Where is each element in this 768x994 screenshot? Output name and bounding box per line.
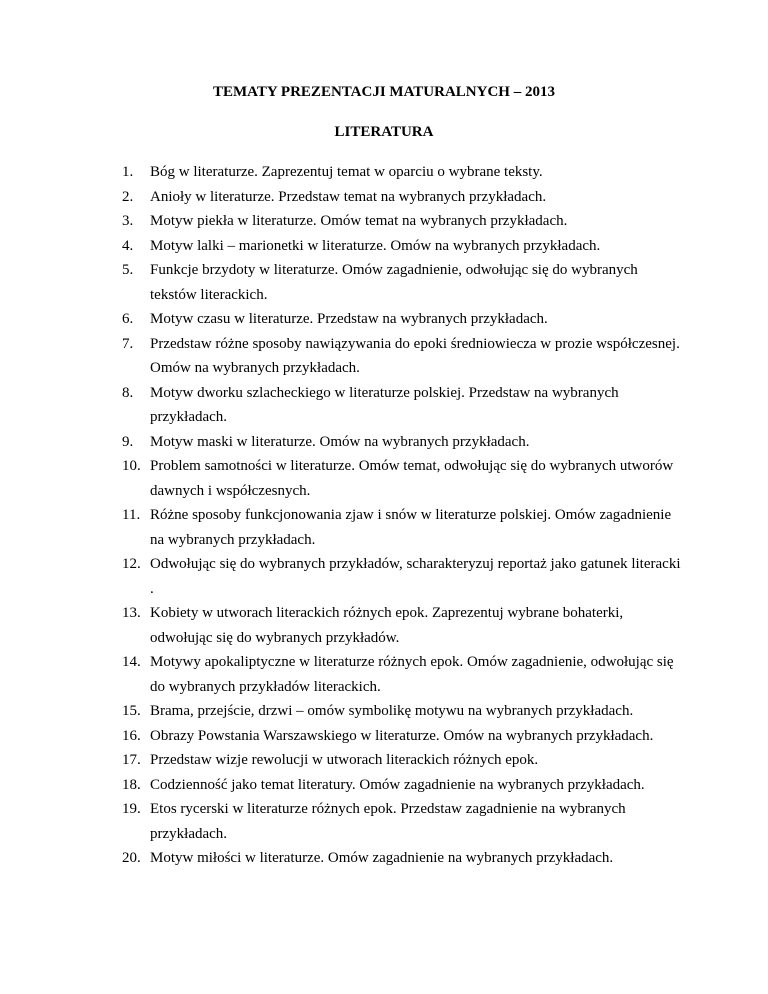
topic-number: 19.: [122, 801, 141, 817]
topic-item: [122, 160, 682, 185]
topic-item: [122, 552, 682, 601]
topic-number: 2.: [122, 188, 134, 205]
topic-text: Przedstaw wizje rewolucji w utworach literackich różnych epok.: [150, 752, 539, 768]
topic-item: [122, 454, 682, 503]
topic-number: 3.: [122, 213, 134, 229]
topic-item: [122, 797, 682, 846]
topic-item: [122, 748, 682, 773]
topic-number: 10.: [122, 458, 141, 474]
topic-item: [122, 650, 682, 699]
topic-number: 18.: [122, 776, 141, 793]
topic-item: [122, 234, 682, 259]
topic-text: Kobiety w utworach literackich różnych epok. Zaprezentuj wybrane bohaterki, odwołując się do wybranych przykładów.: [150, 605, 624, 646]
topic-item: [122, 503, 682, 552]
topic-item: [122, 185, 682, 210]
topic-text: Motyw miłości w literaturze. Omów zagadnienie na wybranych przykładach.: [150, 850, 614, 866]
topic-text: Motyw maski w literaturze. Omów na wybranych przykładach.: [150, 433, 530, 450]
topic-text: Motyw dworku szlacheckiego w literaturze polskiej. Przedstaw na wybranych przykładach.: [150, 384, 619, 425]
topic-number: 9.: [122, 433, 134, 450]
topic-text: Etos rycerski w literaturze różnych epok. Przedstaw zagadnienie na wybranych przykładach.: [150, 801, 626, 842]
topic-text: Anioły w literaturze. Przedstaw temat na wybranych przykładach.: [150, 188, 547, 205]
topic-number: 20.: [122, 850, 141, 866]
topic-text: Motywy apokaliptyczne w literaturze różnych epok. Omów zagadnienie, odwołując się do wybranych przykładów literackich.: [150, 654, 674, 695]
topic-number: 5.: [122, 262, 134, 278]
topic-number: 11.: [122, 507, 141, 523]
topic-number: 6.: [122, 311, 134, 327]
topic-list: [122, 160, 682, 871]
topic-text: Codzienność jako temat literatury. Omów zagadnienie na wybranych przykładach.: [150, 776, 645, 793]
topic-item: [122, 846, 682, 871]
topic-item: [122, 332, 682, 381]
topic-item: [122, 773, 682, 798]
topic-item: [122, 699, 682, 724]
topic-number: 1.: [122, 164, 134, 180]
topic-number: 13.: [122, 605, 141, 621]
topic-number: 15.: [122, 703, 141, 719]
topic-item: [122, 430, 682, 455]
section-title: LITERATURA: [334, 124, 434, 140]
topic-item: [122, 307, 682, 332]
topic-text: Brama, przejście, drzwi – omów symbolikę motywu na wybranych przykładach.: [150, 703, 634, 719]
topic-text: Motyw czasu w literaturze. Przedstaw na wybranych przykładach.: [150, 311, 548, 327]
topic-item: [122, 601, 682, 650]
topic-number: 14.: [122, 654, 141, 670]
topic-text: Obrazy Powstania Warszawskiego w literaturze. Omów na wybranych przykładach.: [150, 727, 654, 744]
topic-item: [122, 381, 682, 430]
topic-number: 17.: [122, 752, 141, 768]
topic-number: 4.: [122, 237, 134, 254]
topic-text: Problem samotności w literaturze. Omów temat, odwołując się do wybranych utworów dawnych i współczesnych.: [150, 458, 674, 499]
document-title: TEMATY PREZENTACJI MATURALNYCH – 2013: [213, 84, 555, 100]
topic-text: Funkcje brzydoty w literaturze. Omów zagadnienie, odwołując się do wybranych tekstów literackich.: [150, 262, 638, 303]
topic-number: 12.: [122, 556, 141, 572]
topic-text: Odwołując się do wybranych przykładów, scharakteryzuj reportaż jako gatunek literacki .: [150, 556, 681, 597]
topic-item: [122, 724, 682, 749]
topic-number: 8.: [122, 384, 134, 401]
topic-text: Bóg w literaturze. Zaprezentuj temat w oparciu o wybrane teksty.: [150, 164, 543, 180]
topic-text: Motyw piekła w literaturze. Omów temat na wybranych przykładach.: [150, 213, 568, 229]
topic-text: Różne sposoby funkcjonowania zjaw i snów w literaturze polskiej. Omów zagadnienie na wybranych przykładach.: [150, 507, 672, 548]
topic-number: 7.: [122, 335, 134, 352]
topic-number: 16.: [122, 727, 141, 744]
topic-text: Przedstaw różne sposoby nawiązywania do epoki średniowiecza w prozie współczesnej. Omów na wybranych przykładach.: [150, 335, 680, 376]
topic-text: Motyw lalki – marionetki w literaturze. Omów na wybranych przykładach.: [150, 237, 601, 254]
topic-item: [122, 258, 682, 307]
topic-item: [122, 209, 682, 234]
